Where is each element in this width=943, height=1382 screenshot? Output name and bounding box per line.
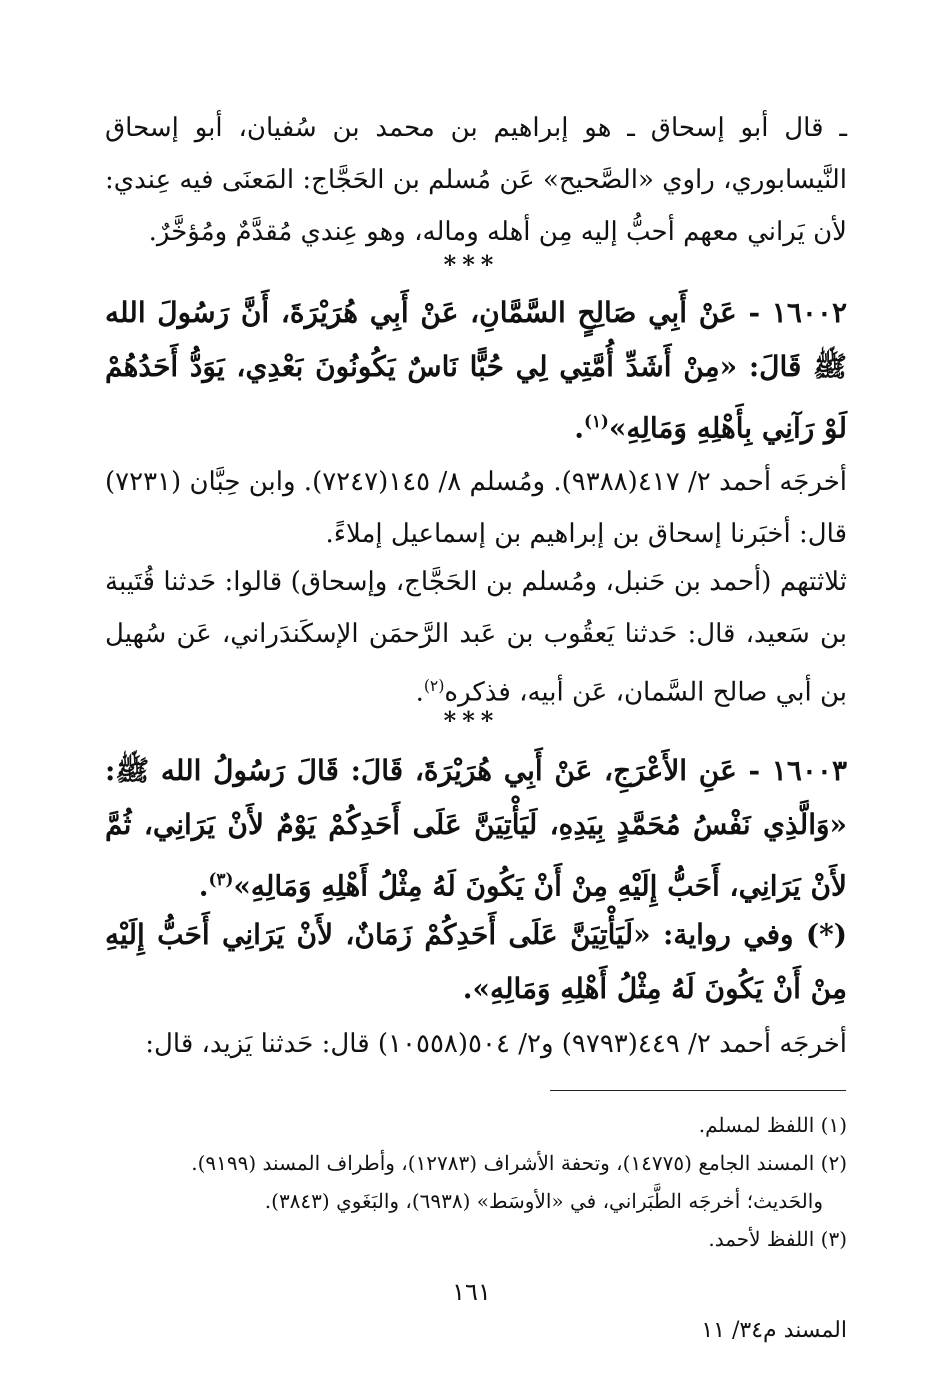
footnote-ref-3[interactable]: (٣) <box>208 869 234 889</box>
footnote-2: (٢) المسند الجامع (١٤٧٧٥)، وتحفة الأشراف (١٢٧٨٣)، وأطراف المسند (٩١٩٩). <box>191 1151 847 1175</box>
footnote-1: (١) اللفظ لمسلم. <box>698 1113 847 1137</box>
hadith-16002: ١٦٠٠٢ - عَنْ أَبِي صَالِحٍ السَّمَّانِ، عَنْ أَبِي هُرَيْرَةَ، أَنَّ رَسُولَ الله ﷺ قَالَ: «مِنْ أَشَدِّ أُمَّتِي لِي حُبًّا نَاسٌ يَكُونُونَ بَعْدِي، يَوَدُّ أَحَدُهُمْ لَوْ رَآنِي بِأَهْلِهِ وَمَالِهِ»$^{(١)}$. <box>105 296 847 445</box>
footnote-2-continuation: والحَديث؛ أخرجَه الطَّبَراني، في «الأوسَط» (٦٩٣٨)، والبَغَوي (٣٨٤٣). <box>264 1189 823 1213</box>
footnote-separator <box>550 1090 846 1091</box>
hadith-16003: ١٦٠٠٣ - عَنِ الأَعْرَجِ، عَنْ أَبِي هُرَيْرَةَ، قَالَ: قَالَ رَسُولُ الله ﷺ: «وَالَّذِي نَفْسُ مُحَمَّدٍ بِيَدِهِ، لَيَأْتِيَنَّ عَلَى أَحَدِكُمْ يَوْمٌ لأَنْ يَرَانِي، ثُمَّ لأَنْ يَرَانِي، أَحَبُّ إِلَيْهِ مِنْ أَنْ يَكُونَ لَهُ مِثْلُ أَهْلِهِ وَمَالِهِ»$^{(٣)}$. <box>105 754 847 903</box>
footnote-3: (٣) اللفظ لأحمد. <box>708 1227 847 1251</box>
footnote-ref-1[interactable]: (١) <box>583 411 609 431</box>
takhrij-16002: أخرجَه أحمد ٢/ ٤١٧(٩٣٨٨). ومُسلم ٨/ ١٤٥(٧٢٤٧). وابن حِبَّان (٧٢٣١) قال: أخبَرنا إسحاق بن إبراهيم بن إسماعيل إملاءً. <box>105 467 847 549</box>
hadith-16003-variant: (*) وفي رواية: «لَيَأْتِيَنَّ عَلَى أَحَدِكُمْ زَمَانٌ، لأَنْ يَرَانِي أَحَبُّ إِلَيْهِ مِنْ أَنْ يَكُونَ لَهُ مِثْلُ أَهْلِهِ وَمَالِهِ». <box>105 918 847 1005</box>
page-number: ١٦١ <box>452 1278 491 1306</box>
isnad-16002-text: ثلاثتهم (أحمد بن حَنبل، ومُسلم بن الحَجَّاج، وإسحاق) قالوا: حَدثنا قُتَيبة بن سَعيد، قال: حَدثنا يَعقُوب بن عَبد الرَّحمَن الإسكَندَراني، عَن سُهيل بن أبي صالح السَّمان، عَن أبيه، فذكره <box>105 567 847 708</box>
footnote-ref-2[interactable]: (٢) <box>423 677 445 695</box>
intro-paragraph: ـ قال أبو إسحاق ـ هو إبراهيم بن محمد بن سُفيان، أبو إسحاق النَّيسابوري، راوي «الصَّحيح» عَن مُسلم بن الحَجَّاج: المَعنَى فيه عِندي: لأن يَراني معهم أحبُّ إليه مِن أهله وماله، وهو عِندي مُقدَّمٌ ومُؤخَّرٌ. <box>104 113 847 247</box>
volume-signature: المسند م٣٤/ ١١ <box>701 1318 847 1343</box>
hadith-16002-text: ١٦٠٠٢ - عَنْ أَبِي صَالِحٍ السَّمَّانِ، عَنْ أَبِي هُرَيْرَةَ، أَنَّ رَسُولَ الله ﷺ قَالَ: «مِنْ أَشَدِّ أُمَّتِي لِي حُبًّا نَاسٌ يَكُونُونَ بَعْدِي، يَوَدُّ أَحَدُهُمْ لَوْ رَآنِي بِأَهْلِهِ وَمَالِهِ» <box>105 296 847 445</box>
takhrij-16003: أخرجَه أحمد ٢/ ٤٤٩(٩٧٩٣) و٢/ ٥٠٤(١٠٥٥٨) قال: حَدثنا يَزيد، قال: <box>145 1029 847 1059</box>
isnad-16002: ثلاثتهم (أحمد بن حَنبل، ومُسلم بن الحَجَّاج، وإسحاق) قالوا: حَدثنا قُتَيبة بن سَعيد، قال: حَدثنا يَعقُوب بن عَبد الرَّحمَن الإسكَندَراني، عَن سُهيل بن أبي صالح السَّمان، عَن أبيه، فذكره$^{(٢)}$. <box>105 567 847 708</box>
hadith-16003-text: ١٦٠٠٣ - عَنِ الأَعْرَجِ، عَنْ أَبِي هُرَيْرَةَ، قَالَ: قَالَ رَسُولُ الله ﷺ: «وَالَّذِي نَفْسُ مُحَمَّدٍ بِيَدِهِ، لَيَأْتِيَنَّ عَلَى أَحَدِكُمْ يَوْمٌ لأَنْ يَرَانِي، ثُمَّ لأَنْ يَرَانِي، أَحَبُّ إِلَيْهِ مِنْ أَنْ يَكُونَ لَهُ مِثْلُ أَهْلِهِ وَمَالِهِ» <box>105 754 847 903</box>
section-divider: *** <box>443 250 500 279</box>
section-divider: *** <box>443 706 500 735</box>
